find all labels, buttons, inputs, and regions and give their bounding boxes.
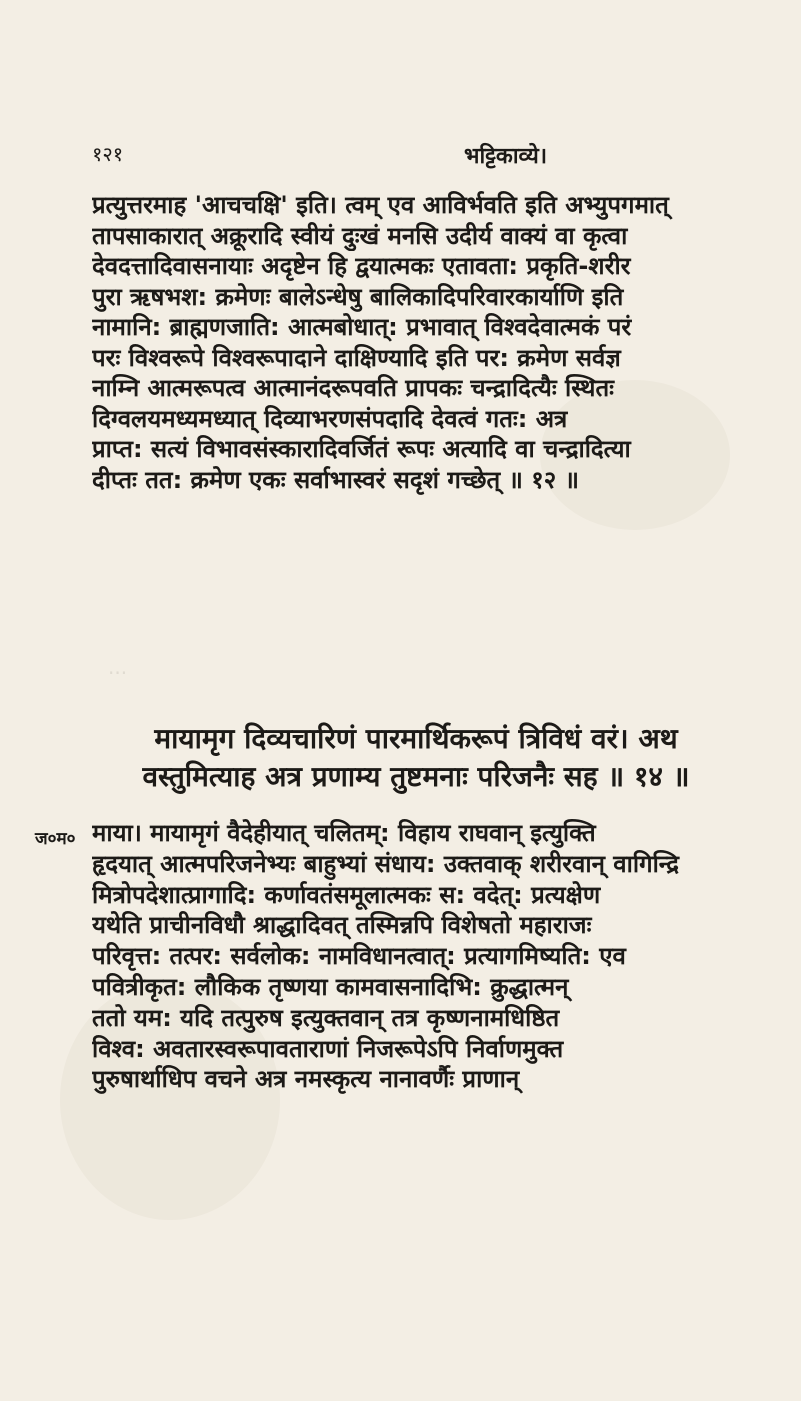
text-line: दीप्तः तत: क्रमेण एकः सर्वाभास्वरं सदृशं गच्छेत् ॥ १२ ॥ bbox=[92, 465, 579, 494]
text-line: परिवृत्त: तत्पर: सर्वलोक: नामविधानत्वात्: प्रत्यागमिष्यति: एव bbox=[92, 942, 626, 971]
heading-line: मायामृग दिव्यचारिणं पारमार्थिकरूपं त्रिविधं वरं। अथ bbox=[154, 722, 678, 755]
section-heading bbox=[126, 720, 706, 796]
text-line: यथेति प्राचीनविधौ श्राद्धादिवत् तस्मिन्नपि विशेषतो महाराजः bbox=[92, 911, 592, 940]
text-line: ततो यम: यदि तत्पुरुष इत्युक्तवान् तत्र कृष्णनामधिष्ठित bbox=[92, 1003, 560, 1032]
text-line: मित्रोपदेशात्प्रागादि: कर्णावतंसमूलात्मकः स: वदेत्: प्रत्यक्षेण bbox=[92, 880, 601, 909]
running-title: भट्टिकाव्ये। bbox=[464, 144, 548, 169]
text-line: विश्व: अवतारस्वरूपावताराणां निजरूपेऽपि निर्वाणमुक्त bbox=[92, 1034, 564, 1063]
commentary-tag: ज०म० bbox=[35, 829, 76, 849]
text-line: नामानि: ब्राह्मणजाति: आत्मबोधात्: प्रभावात् विश्वदेवात्मकं परं bbox=[92, 313, 632, 341]
text-line: तापसाकारात् अक्रूरादि स्वीयं दुःखं मनसि उदीर्य वाक्यं वा कृत्वा bbox=[92, 221, 628, 250]
text-line: देवदत्तादिवासनायाः अदृष्टेन हि द्वयात्मकः एतावता: प्रकृति-शरीर bbox=[92, 252, 631, 280]
bleed-through-text: ... bbox=[108, 655, 128, 679]
commentary-block bbox=[92, 818, 742, 1095]
heading-line: वस्तुमित्याह अत्र प्रणाम्य तुष्टमनाः परिजनैः सह ॥ १४ ॥ bbox=[142, 760, 690, 793]
text-line: पुरा ऋषभश: क्रमेणः बालेऽन्धेषु बालिकादिपरिवारकार्याणि इति bbox=[92, 282, 624, 311]
page-header bbox=[92, 140, 712, 180]
text-line: दिग्वलयमध्यमध्यात् दिव्याभरणसंपदादि देवत्वं गतः: अत्र bbox=[92, 404, 568, 433]
verse-block bbox=[92, 190, 742, 495]
text-line: पुरुषार्थाधिप वचने अत्र नमस्कृत्य नानावर्णैः प्राणान् bbox=[92, 1065, 520, 1094]
text-line: परः विश्वरूपे विश्वरूपादाने दाक्षिण्यादि इति पर: क्रमेण सर्वज्ञ bbox=[92, 343, 621, 372]
text-line: माया। मायामृगं वैदेहीयात् चलितम्: विहाय राघवान् इत्युक्ति bbox=[92, 819, 596, 847]
text-line: पवित्रीकृत: लौकिक तृष्णया कामवासनादिभि: क्रुद्धात्मन् bbox=[92, 972, 569, 1001]
page-number: १२१ bbox=[92, 142, 124, 166]
text-line: नाम्नि आत्मरूपत्व आत्मानंदरूपवति प्रापकः चन्द्रादित्यैः स्थितः bbox=[92, 374, 614, 402]
text-line: हृदयात् आत्मपरिजनेभ्यः बाहुभ्यां संधाय: उक्तवाक् शरीरवान् वागिन्द्रि bbox=[92, 849, 679, 878]
text-line: प्राप्त: सत्यं विभावसंस्कारादिवर्जितं रूपः अत्यादि वा चन्द्रादित्या bbox=[92, 435, 631, 463]
text-line: प्रत्युत्तरमाह 'आचचक्षि' इति। त्वम् एव आविर्भवति इति अभ्युपगमात् bbox=[92, 191, 669, 219]
